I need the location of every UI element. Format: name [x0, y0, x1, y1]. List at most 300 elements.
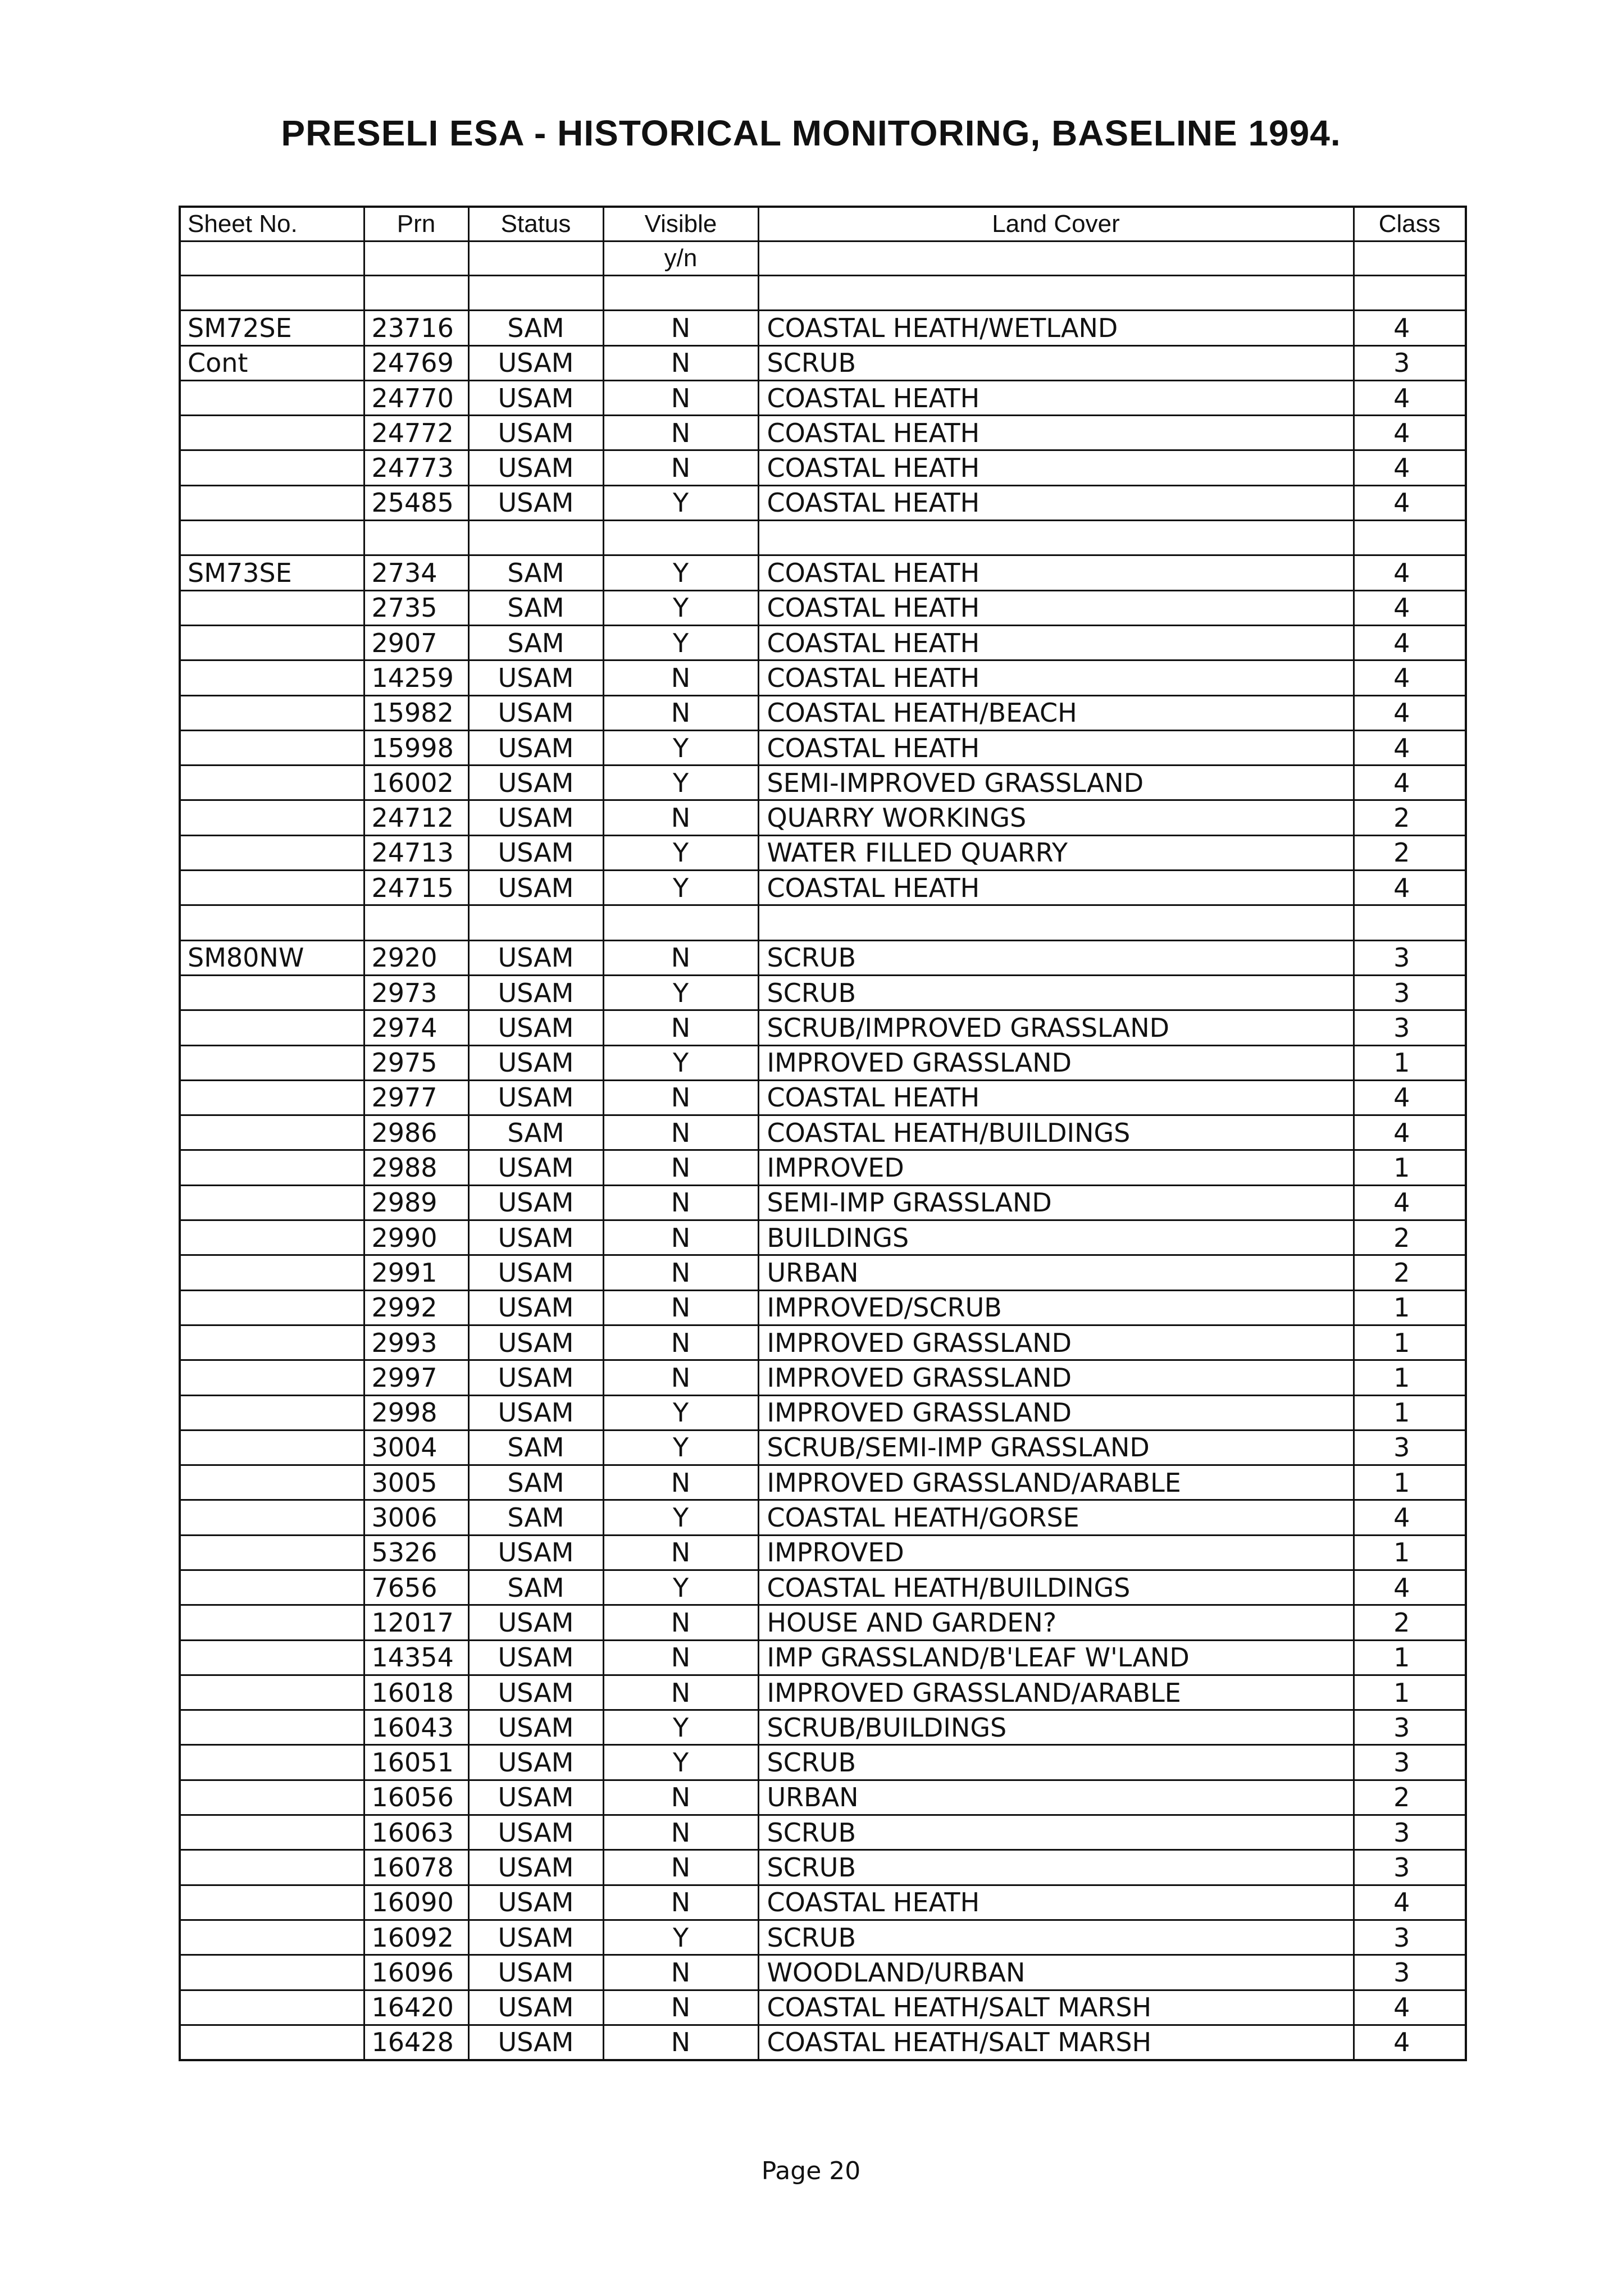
sheet-no-cell [180, 1430, 364, 1465]
header-prn: Prn [364, 207, 468, 242]
land-cover-cell: SEMI-IMP GRASSLAND [758, 1185, 1354, 1220]
table-row [180, 1045, 1466, 1080]
page-number: Page 20 [761, 2157, 861, 2185]
land-cover-cell: IMPROVED/SCRUB [758, 1290, 1354, 1325]
visible-cell: Y [603, 730, 758, 765]
land-cover-cell: SCRUB [758, 1745, 1354, 1780]
table-row [180, 1430, 1466, 1465]
visible-cell: N [603, 695, 758, 730]
class-cell: 1 [1354, 1675, 1466, 1710]
status-cell: USAM [468, 450, 603, 485]
status-cell: USAM [468, 1815, 603, 1850]
prn-cell: 16078 [364, 1850, 468, 1885]
table-row [180, 1850, 1466, 1885]
prn-cell: 3006 [364, 1500, 468, 1535]
prn-cell: 24770 [364, 380, 468, 415]
status-cell: USAM [468, 1185, 603, 1220]
class-cell: 2 [1354, 835, 1466, 870]
status-cell: USAM [468, 2025, 603, 2060]
prn-cell: 5326 [364, 1535, 468, 1570]
land-cover-cell: SCRUB/SEMI-IMP GRASSLAND [758, 1430, 1354, 1465]
class-cell: 2 [1354, 1780, 1466, 1815]
table-row [180, 1955, 1466, 1990]
status-cell: USAM [468, 1745, 603, 1780]
prn-cell: 14259 [364, 660, 468, 695]
sheet-no-cell [180, 1325, 364, 1360]
status-cell: USAM [468, 660, 603, 695]
prn-cell: 16090 [364, 1885, 468, 1920]
class-cell: 4 [1354, 1885, 1466, 1920]
table-row [180, 485, 1466, 520]
table-row [180, 800, 1466, 835]
prn-cell: 2734 [364, 555, 468, 590]
status-cell: USAM [468, 1255, 603, 1290]
table-row [180, 380, 1466, 415]
visible-cell: N [603, 1955, 758, 1990]
class-cell: 3 [1354, 1745, 1466, 1780]
prn-cell: 24773 [364, 450, 468, 485]
prn-cell: 25485 [364, 485, 468, 520]
visible-cell: N [603, 1990, 758, 2025]
visible-cell: Y [603, 871, 758, 905]
status-cell: SAM [468, 1500, 603, 1535]
status-cell: USAM [468, 766, 603, 800]
status-cell: USAM [468, 730, 603, 765]
prn-cell: 2989 [364, 1185, 468, 1220]
class-cell: 4 [1354, 485, 1466, 520]
sheet-no-cell [180, 1535, 364, 1570]
status-cell: USAM [468, 1710, 603, 1745]
spacer-cell [180, 905, 364, 940]
prn-cell: 2990 [364, 1220, 468, 1255]
class-cell: 4 [1354, 311, 1466, 345]
prn-cell: 16051 [364, 1745, 468, 1780]
spacer-cell [364, 905, 468, 940]
land-cover-cell: QUARRY WORKINGS [758, 800, 1354, 835]
visible-cell: N [603, 660, 758, 695]
spacer-row [180, 905, 1466, 940]
header-status: Status [468, 207, 603, 242]
status-cell: SAM [468, 1465, 603, 1500]
visible-cell: Y [603, 766, 758, 800]
visible-cell: N [603, 1080, 758, 1115]
visible-cell: N [603, 1325, 758, 1360]
table-row [180, 730, 1466, 765]
visible-cell: Y [603, 1045, 758, 1080]
visible-cell: N [603, 1010, 758, 1045]
table-row [180, 1535, 1466, 1570]
header-sub-empty [1354, 242, 1466, 276]
land-cover-cell: COASTAL HEATH/WETLAND [758, 311, 1354, 345]
spacer-cell [180, 521, 364, 555]
sheet-no-cell [180, 871, 364, 905]
visible-cell: Y [603, 975, 758, 1010]
land-cover-cell: SCRUB [758, 940, 1354, 975]
table-row [180, 1885, 1466, 1920]
status-cell: USAM [468, 1010, 603, 1045]
status-cell: USAM [468, 1850, 603, 1885]
status-cell: SAM [468, 590, 603, 625]
land-cover-cell: COASTAL HEATH [758, 625, 1354, 660]
status-cell: USAM [468, 1990, 603, 2025]
class-cell: 4 [1354, 1570, 1466, 1605]
sheet-no-cell [180, 766, 364, 800]
sheet-no-cell [180, 695, 364, 730]
class-cell: 3 [1354, 1850, 1466, 1885]
table-row [180, 1150, 1466, 1185]
land-cover-cell: SCRUB [758, 1920, 1354, 1955]
status-cell: USAM [468, 800, 603, 835]
visible-cell: N [603, 1185, 758, 1220]
status-cell: USAM [468, 975, 603, 1010]
sheet-no-cell [180, 1010, 364, 1045]
land-cover-cell: COASTAL HEATH [758, 730, 1354, 765]
table-row [180, 766, 1466, 800]
table-row [180, 1010, 1466, 1045]
spacer-row [180, 276, 1466, 311]
status-cell: USAM [468, 1640, 603, 1675]
visible-cell: Y [603, 485, 758, 520]
sheet-no-cell [180, 2025, 364, 2060]
land-cover-cell: COASTAL HEATH/SALT MARSH [758, 1990, 1354, 2025]
sheet-no-cell [180, 1080, 364, 1115]
prn-cell: 24772 [364, 416, 468, 450]
spacer-row [180, 521, 1466, 555]
status-cell: USAM [468, 940, 603, 975]
land-cover-cell: URBAN [758, 1780, 1354, 1815]
visible-cell: Y [603, 1395, 758, 1430]
sheet-no-cell [180, 1220, 364, 1255]
header-sub-empty [364, 242, 468, 276]
class-cell: 4 [1354, 416, 1466, 450]
class-cell: 1 [1354, 1290, 1466, 1325]
prn-cell: 2977 [364, 1080, 468, 1115]
sheet-no-cell: SM73SE [180, 555, 364, 590]
header-land-cover: Land Cover [758, 207, 1354, 242]
class-cell: 3 [1354, 1430, 1466, 1465]
land-cover-cell: COASTAL HEATH [758, 380, 1354, 415]
status-cell: USAM [468, 1535, 603, 1570]
class-cell: 4 [1354, 2025, 1466, 2060]
visible-cell: Y [603, 1920, 758, 1955]
sheet-no-cell [180, 450, 364, 485]
prn-cell: 16420 [364, 1990, 468, 2025]
class-cell: 3 [1354, 1010, 1466, 1045]
prn-cell: 15982 [364, 695, 468, 730]
visible-cell: N [603, 2025, 758, 2060]
land-cover-cell: COASTAL HEATH [758, 555, 1354, 590]
status-cell: USAM [468, 1220, 603, 1255]
prn-cell: 12017 [364, 1605, 468, 1640]
sheet-no-cell [180, 590, 364, 625]
visible-cell: N [603, 1465, 758, 1500]
table-row [180, 311, 1466, 345]
land-cover-cell: SCRUB [758, 345, 1354, 380]
table-body [180, 207, 1466, 2060]
prn-cell: 24712 [364, 800, 468, 835]
visible-cell: Y [603, 1500, 758, 1535]
class-cell: 1 [1354, 1325, 1466, 1360]
status-cell: USAM [468, 345, 603, 380]
visible-cell: N [603, 1535, 758, 1570]
sheet-no-cell [180, 1920, 364, 1955]
land-cover-cell: SCRUB [758, 975, 1354, 1010]
visible-cell: N [603, 1255, 758, 1290]
prn-cell: 16056 [364, 1780, 468, 1815]
prn-cell: 16063 [364, 1815, 468, 1850]
class-cell: 4 [1354, 1990, 1466, 2025]
sheet-no-cell [180, 1500, 364, 1535]
table-row [180, 1290, 1466, 1325]
prn-cell: 24769 [364, 345, 468, 380]
header-sub-empty [180, 242, 364, 276]
sheet-no-cell [180, 835, 364, 870]
prn-cell: 16096 [364, 1955, 468, 1990]
visible-cell: Y [603, 1710, 758, 1745]
table-row [180, 1500, 1466, 1535]
status-cell: USAM [468, 1780, 603, 1815]
visible-cell: Y [603, 1430, 758, 1465]
spacer-cell [1354, 276, 1466, 311]
sheet-no-cell [180, 485, 364, 520]
class-cell: 4 [1354, 871, 1466, 905]
sheet-no-cell [180, 1360, 364, 1395]
class-cell: 4 [1354, 1115, 1466, 1150]
land-cover-cell: IMPROVED [758, 1150, 1354, 1185]
status-cell: SAM [468, 1115, 603, 1150]
sheet-no-cell [180, 1955, 364, 1990]
sheet-no-cell [180, 416, 364, 450]
table-row [180, 1710, 1466, 1745]
status-cell: USAM [468, 835, 603, 870]
visible-cell: N [603, 1815, 758, 1850]
sheet-no-cell [180, 1780, 364, 1815]
visible-cell: N [603, 1780, 758, 1815]
table-row [180, 1780, 1466, 1815]
land-cover-cell: COASTAL HEATH/BUILDINGS [758, 1115, 1354, 1150]
spacer-cell [603, 905, 758, 940]
prn-cell: 2974 [364, 1010, 468, 1045]
sheet-no-cell [180, 1640, 364, 1675]
class-cell: 1 [1354, 1535, 1466, 1570]
sheet-no-cell [180, 1885, 364, 1920]
prn-cell: 16043 [364, 1710, 468, 1745]
class-cell: 4 [1354, 555, 1466, 590]
sheet-no-cell [180, 1290, 364, 1325]
visible-cell: N [603, 1605, 758, 1640]
land-cover-cell: IMPROVED GRASSLAND/ARABLE [758, 1465, 1354, 1500]
page-title: PRESELI ESA - HISTORICAL MONITORING, BASELINE 1994. [281, 113, 1341, 153]
prn-cell: 2991 [364, 1255, 468, 1290]
sheet-no-cell [180, 730, 364, 765]
prn-cell: 23716 [364, 311, 468, 345]
class-cell: 2 [1354, 1605, 1466, 1640]
land-cover-cell: COASTAL HEATH/BUILDINGS [758, 1570, 1354, 1605]
land-cover-cell: IMP GRASSLAND/B'LEAF W'LAND [758, 1640, 1354, 1675]
visible-cell: Y [603, 1570, 758, 1605]
visible-cell: N [603, 1675, 758, 1710]
spacer-cell [758, 521, 1354, 555]
land-cover-cell: URBAN [758, 1255, 1354, 1290]
status-cell: USAM [468, 1395, 603, 1430]
land-cover-cell: IMPROVED GRASSLAND [758, 1395, 1354, 1430]
visible-cell: N [603, 380, 758, 415]
visible-cell: N [603, 1850, 758, 1885]
class-cell: 3 [1354, 1920, 1466, 1955]
class-cell: 4 [1354, 380, 1466, 415]
sheet-no-cell [180, 1745, 364, 1780]
prn-cell: 2997 [364, 1360, 468, 1395]
prn-cell: 2993 [364, 1325, 468, 1360]
land-cover-cell: COASTAL HEATH [758, 871, 1354, 905]
table-row [180, 416, 1466, 450]
class-cell: 1 [1354, 1465, 1466, 1500]
table-row [180, 1325, 1466, 1360]
table-row [180, 555, 1466, 590]
class-cell: 4 [1354, 1185, 1466, 1220]
table-row [180, 1605, 1466, 1640]
land-cover-cell: SCRUB [758, 1815, 1354, 1850]
spacer-cell [603, 276, 758, 311]
sheet-no-cell [180, 660, 364, 695]
visible-cell: N [603, 1290, 758, 1325]
sheet-no-cell [180, 1255, 364, 1290]
visible-cell: N [603, 1360, 758, 1395]
prn-cell: 16428 [364, 2025, 468, 2060]
prn-cell: 16092 [364, 1920, 468, 1955]
table-row [180, 695, 1466, 730]
class-cell: 1 [1354, 1395, 1466, 1430]
sheet-no-cell [180, 1115, 364, 1150]
header-row [180, 207, 1466, 242]
land-cover-cell: WATER FILLED QUARRY [758, 835, 1354, 870]
table-row [180, 2025, 1466, 2060]
land-cover-cell: COASTAL HEATH [758, 1080, 1354, 1115]
visible-cell: Y [603, 835, 758, 870]
spacer-cell [364, 276, 468, 311]
class-cell: 3 [1354, 1710, 1466, 1745]
land-cover-cell: COASTAL HEATH/GORSE [758, 1500, 1354, 1535]
land-cover-cell: HOUSE AND GARDEN? [758, 1605, 1354, 1640]
table-row [180, 1745, 1466, 1780]
visible-cell: N [603, 1885, 758, 1920]
visible-cell: Y [603, 1745, 758, 1780]
land-cover-cell: IMPROVED GRASSLAND [758, 1360, 1354, 1395]
land-cover-cell: SCRUB/BUILDINGS [758, 1710, 1354, 1745]
spacer-cell [603, 521, 758, 555]
visible-cell: N [603, 1150, 758, 1185]
header-sub-empty [468, 242, 603, 276]
spacer-cell [1354, 905, 1466, 940]
spacer-cell [468, 276, 603, 311]
spacer-cell [468, 521, 603, 555]
prn-cell: 3005 [364, 1465, 468, 1500]
prn-cell: 2992 [364, 1290, 468, 1325]
class-cell: 1 [1354, 1360, 1466, 1395]
table-row [180, 1115, 1466, 1150]
prn-cell: 7656 [364, 1570, 468, 1605]
class-cell: 2 [1354, 1220, 1466, 1255]
class-cell: 2 [1354, 800, 1466, 835]
sheet-no-cell [180, 1675, 364, 1710]
prn-cell: 16002 [364, 766, 468, 800]
land-cover-cell: COASTAL HEATH [758, 450, 1354, 485]
class-cell: 3 [1354, 345, 1466, 380]
class-cell: 4 [1354, 695, 1466, 730]
status-cell: USAM [468, 1045, 603, 1080]
visible-cell: N [603, 1115, 758, 1150]
prn-cell: 24713 [364, 835, 468, 870]
table-row [180, 1360, 1466, 1395]
sheet-no-cell [180, 1850, 364, 1885]
class-cell: 4 [1354, 1500, 1466, 1535]
land-cover-cell: COASTAL HEATH [758, 1885, 1354, 1920]
land-cover-cell: IMPROVED GRASSLAND [758, 1045, 1354, 1080]
sheet-no-cell [180, 1570, 364, 1605]
land-cover-cell: SCRUB [758, 1850, 1354, 1885]
spacer-cell [758, 276, 1354, 311]
class-cell: 1 [1354, 1150, 1466, 1185]
table-row [180, 1920, 1466, 1955]
status-cell: USAM [468, 485, 603, 520]
status-cell: SAM [468, 555, 603, 590]
class-cell: 3 [1354, 940, 1466, 975]
status-cell: USAM [468, 1885, 603, 1920]
visible-cell: Y [603, 555, 758, 590]
land-cover-cell: COASTAL HEATH [758, 590, 1354, 625]
prn-cell: 15998 [364, 730, 468, 765]
status-cell: USAM [468, 380, 603, 415]
table-row [180, 450, 1466, 485]
status-cell: USAM [468, 416, 603, 450]
table-row [180, 1570, 1466, 1605]
sheet-no-cell [180, 1150, 364, 1185]
table-row [180, 940, 1466, 975]
prn-cell: 24715 [364, 871, 468, 905]
visible-cell: N [603, 940, 758, 975]
table-row [180, 345, 1466, 380]
header-visible: Visible [603, 207, 758, 242]
sheet-no-cell [180, 1605, 364, 1640]
spacer-cell [758, 905, 1354, 940]
class-cell: 4 [1354, 1080, 1466, 1115]
sheet-no-cell [180, 1465, 364, 1500]
status-cell: USAM [468, 1955, 603, 1990]
status-cell: SAM [468, 625, 603, 660]
table-row [180, 1640, 1466, 1675]
prn-cell: 2998 [364, 1395, 468, 1430]
class-cell: 2 [1354, 1255, 1466, 1290]
sheet-no-cell [180, 975, 364, 1010]
prn-cell: 2988 [364, 1150, 468, 1185]
sheet-no-cell: Cont [180, 345, 364, 380]
sheet-no-cell [180, 1185, 364, 1220]
prn-cell: 2907 [364, 625, 468, 660]
status-cell: USAM [468, 1360, 603, 1395]
sheet-no-cell: SM80NW [180, 940, 364, 975]
class-cell: 1 [1354, 1640, 1466, 1675]
land-cover-cell: BUILDINGS [758, 1220, 1354, 1255]
spacer-cell [364, 521, 468, 555]
status-cell: SAM [468, 311, 603, 345]
header-sub-empty [758, 242, 1354, 276]
class-cell: 3 [1354, 1955, 1466, 1990]
prn-cell: 3004 [364, 1430, 468, 1465]
status-cell: USAM [468, 1675, 603, 1710]
table-row [180, 871, 1466, 905]
class-cell: 3 [1354, 975, 1466, 1010]
prn-cell: 2920 [364, 940, 468, 975]
